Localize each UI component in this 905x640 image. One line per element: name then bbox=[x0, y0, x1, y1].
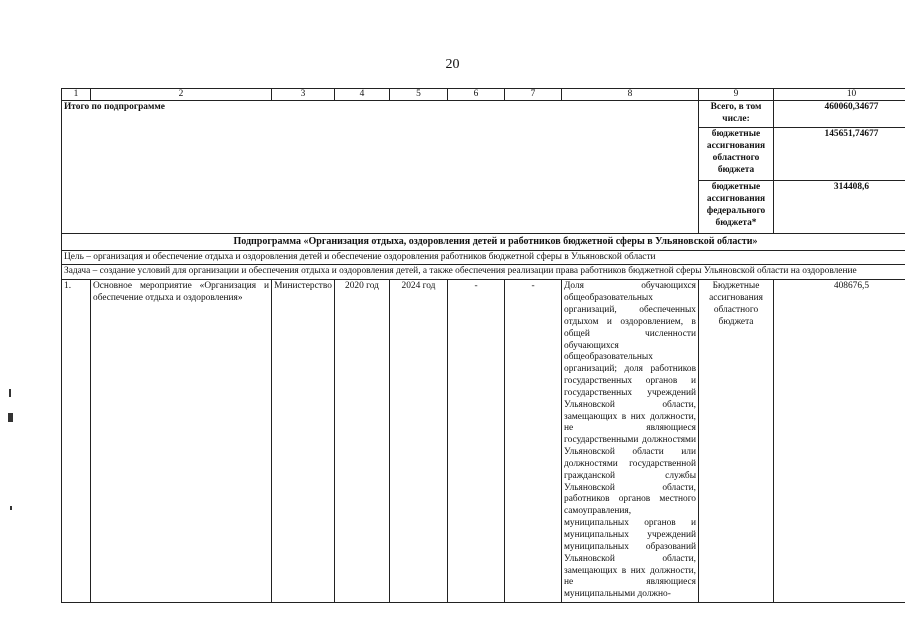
total-source-all: Всего, в том числе: bbox=[699, 101, 774, 128]
activity-end: 2024 год bbox=[390, 280, 448, 603]
activity-name: Основное мероприятие «Организация и обеспечение отдыха и оздоровления» bbox=[91, 280, 272, 603]
activity-amount: 408676,5 bbox=[774, 280, 905, 603]
column-header: 9 bbox=[699, 89, 774, 101]
total-label: Итого по подпрограмме bbox=[62, 101, 699, 234]
scan-mark bbox=[9, 389, 11, 397]
goal-row bbox=[62, 250, 905, 265]
activity-number: 1. bbox=[62, 280, 91, 603]
scan-mark bbox=[10, 506, 12, 510]
subprogram-title-row bbox=[62, 234, 905, 251]
column-header: 5 bbox=[390, 89, 448, 101]
total-source-federal: бюджетные ассигнования федерального бюджета* bbox=[699, 181, 774, 234]
page-number: 20 bbox=[445, 57, 460, 72]
column-header: 10 bbox=[774, 89, 905, 101]
activity-col6: - bbox=[448, 280, 505, 603]
total-amount-federal: 314408,6 bbox=[774, 181, 905, 234]
task-row bbox=[62, 265, 905, 280]
column-header: 4 bbox=[335, 89, 390, 101]
activity-indicators: Доля обучающихся общеобразовательных организаций, обеспеченных отдыхом и оздоровлением, в общей численности обучающихся общеобразовательных организаций; доля работников государственных органов и государственных учреждений Ульяновской области, замещающих в них должности, не являющиеся государственными должностями Ульяновской области или должностями государственной гражданской службы Ульяновской области, работников органов местного самоуправления, муниципальных органов и муниципальных учреждений муниципальных образований Ульяновской области, замещающих в них должности, не являющиеся муниципальными должно- bbox=[562, 280, 699, 603]
total-amount-regional: 145651,74677 bbox=[774, 128, 905, 181]
total-source-regional: бюджетные ассигнования областного бюджета bbox=[699, 128, 774, 181]
column-header: 3 bbox=[272, 89, 335, 101]
activity-source: Бюджетные ассигнования областного бюджета bbox=[699, 280, 774, 603]
activity-col7: - bbox=[505, 280, 562, 603]
activity-executor: Министерство bbox=[272, 280, 335, 603]
scan-mark bbox=[8, 413, 13, 422]
activity-row bbox=[62, 280, 905, 603]
column-header: 6 bbox=[448, 89, 505, 101]
total-amount-all: 460060,34677 bbox=[774, 101, 905, 128]
subprogram-title: Подпрограмма «Организация отдыха, оздоровления детей и работников бюджетной сферы в Ульяновской области» bbox=[62, 234, 905, 251]
total-row bbox=[62, 101, 905, 128]
column-number-row bbox=[62, 89, 905, 101]
column-header: 7 bbox=[505, 89, 562, 101]
program-table bbox=[61, 88, 905, 603]
column-header: 2 bbox=[91, 89, 272, 101]
column-header: 1 bbox=[62, 89, 91, 101]
activity-start: 2020 год bbox=[335, 280, 390, 603]
subprogram-task: Задача – создание условий для организации и обеспечения отдыха и оздоровления детей, а также обеспечения реализации права работников бюджетной сферы Ульяновской области на оздоровление bbox=[62, 265, 905, 280]
subprogram-goal: Цель – организация и обеспечение отдыха и оздоровления детей и обеспечение оздоровления работников бюджетной сферы в Ульяновской области bbox=[62, 250, 905, 265]
column-header: 8 bbox=[562, 89, 699, 101]
